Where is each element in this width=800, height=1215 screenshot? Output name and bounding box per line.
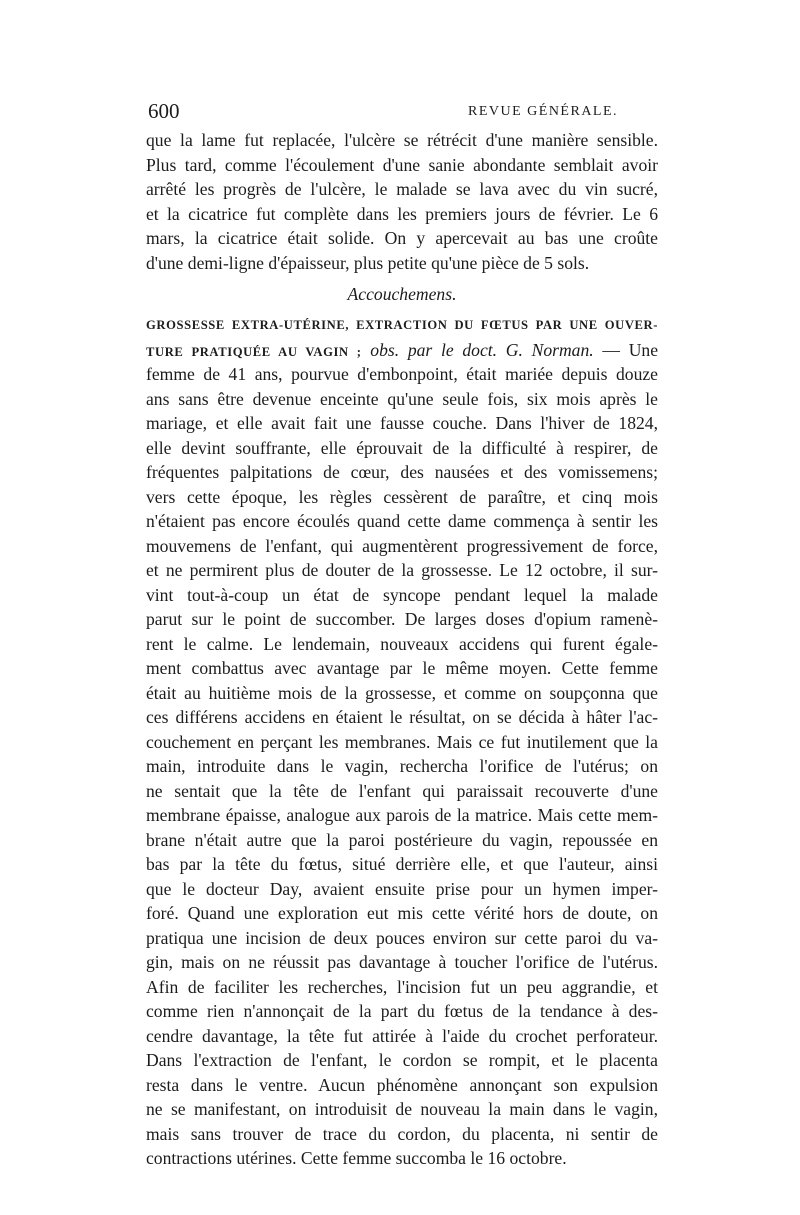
section-heading: Accouchemens.	[347, 284, 457, 304]
text-line: vers cette époque, les règles cessèrent de paraître, et cinq mois	[146, 486, 658, 507]
text-line: était au huitième mois de la grossesse, et comme on soupçonna que	[146, 682, 658, 703]
text-line: comme rien n'annonçait de la part du fœtus de la tendance à des-	[146, 1001, 658, 1021]
page-header	[148, 96, 656, 126]
text-line: mouvemens de l'enfant, qui augmentèrent progressivement de force,	[146, 535, 658, 556]
text-line: mars, la cicatrice était solide. On y apercevait au bas une croûte	[146, 228, 658, 248]
text-line: main, introduite dans le vagin, rechercha l'orifice de l'utérus; on	[146, 756, 658, 776]
text-line: mais sans trouver de trace du cordon, du placenta, ni sentir de	[146, 1123, 658, 1144]
paragraph-main	[146, 362, 658, 1171]
text-line: n'étaient pas encore écoulés quand cette dame commença à sentir les	[146, 511, 658, 531]
text-line: parut sur le point de succomber. De larges doses d'opium ramenè-	[146, 609, 658, 629]
text-line: arrêté les progrès de l'ulcère, le malade se lava avec du vin sucré,	[146, 179, 658, 199]
running-head: REVUE GÉNÉRALE.	[468, 104, 619, 119]
text-line: ans sans être devenue enceinte qu'une seule fois, six mois après le	[146, 388, 658, 409]
text-line: que le docteur Day, avaient ensuite prise pour un hymen imper-	[146, 878, 658, 899]
text-line: Afin de faciliter les recherches, l'incision fut un peu aggrandie, et	[146, 976, 658, 997]
article-title-part1: GROSSESSE EXTRA-UTÉRINE, EXTRACTION DU FŒTUS PAR UNE OUVER-	[146, 318, 658, 332]
text-line: d'une demi-ligne d'épaisseur, plus petite qu'une pièce de 5 sols.	[146, 252, 590, 273]
text-line: cendre davantage, la tête fut attirée à l'aide du crochet perforateur.	[146, 1025, 658, 1046]
text-block	[146, 128, 658, 1171]
text-line: et la cicatrice fut complète dans les premiers jours de février. Le 6	[146, 203, 658, 224]
text-line: ne sentait que la tête de l'enfant qui paraissait recouverte d'une	[146, 780, 658, 801]
text-line: que la lame fut replacée, l'ulcère se rétrécit d'une manière sensible.	[146, 130, 658, 150]
article-line-rest: — Une	[602, 339, 659, 360]
text-line: ne se manifestant, on introduisit de nouveau la main dans le vagin,	[146, 1099, 658, 1119]
text-line: resta dans le ventre. Aucun phénomène annonçant son expulsion	[146, 1074, 658, 1095]
text-line: couchement en perçant les membranes. Mais ce fut inutilement que la	[146, 731, 658, 752]
text-line: vint tout-à-coup un état de syncope pendant lequel la malade	[146, 584, 658, 605]
text-line: Dans l'extraction de l'enfant, le cordon se rompit, et le placenta	[146, 1050, 658, 1070]
text-line: bas par la tête du fœtus, situé derrière elle, et que l'auteur, ainsi	[146, 854, 658, 874]
text-line: membrane épaisse, analogue aux parois de la matrice. Mais cette mem-	[146, 805, 658, 825]
paragraph-continued	[146, 128, 658, 275]
text-line: brane n'était autre que la paroi postérieure du vagin, repoussée en	[146, 829, 658, 850]
text-line: mariage, et elle avait fait une fausse couche. Dans l'hiver de 1824,	[146, 413, 658, 433]
text-line: gin, mais on ne réussit pas davantage à toucher l'orifice de l'utérus.	[146, 952, 658, 972]
article-title-line-2	[146, 338, 658, 363]
text-line: ces différens accidens en étaient le résultat, on se décida à hâter l'ac-	[146, 707, 658, 727]
text-line: fréquentes palpitations de cœur, des nausées et des vomissemens;	[146, 462, 658, 482]
page-number: 600	[148, 99, 180, 123]
text-line: foré. Quand une exploration eut mis cette vérité hors de doute, on	[146, 903, 658, 923]
article-source: obs. par le doct. G. Norman.	[370, 339, 594, 360]
text-line: rent le calme. Le lendemain, nouveaux accidens qui furent égale-	[146, 633, 658, 654]
text-line: femme de 41 ans, pourvue d'embonpoint, était mariée depuis douze	[146, 364, 658, 384]
text-line: contractions utérines. Cette femme succomba le 16 octobre.	[146, 1148, 567, 1168]
article-title-line	[146, 313, 658, 338]
article-title-part2: TURE PRATIQUÉE AU VAGIN ;	[146, 344, 362, 359]
text-line: ment combattus avec avantage par le même moyen. Cette femme	[146, 658, 658, 678]
text-line: Plus tard, comme l'écoulement d'une sanie abondante semblait avoir	[146, 154, 658, 175]
text-line: et ne permirent plus de douter de la grossesse. Le 12 octobre, il sur-	[146, 560, 658, 580]
text-line: elle devint souffrante, elle éprouvait de la difficulté à respirer, de	[146, 437, 658, 458]
text-line: pratiqua une incision de deux pouces environ sur cette paroi du va-	[146, 927, 658, 948]
